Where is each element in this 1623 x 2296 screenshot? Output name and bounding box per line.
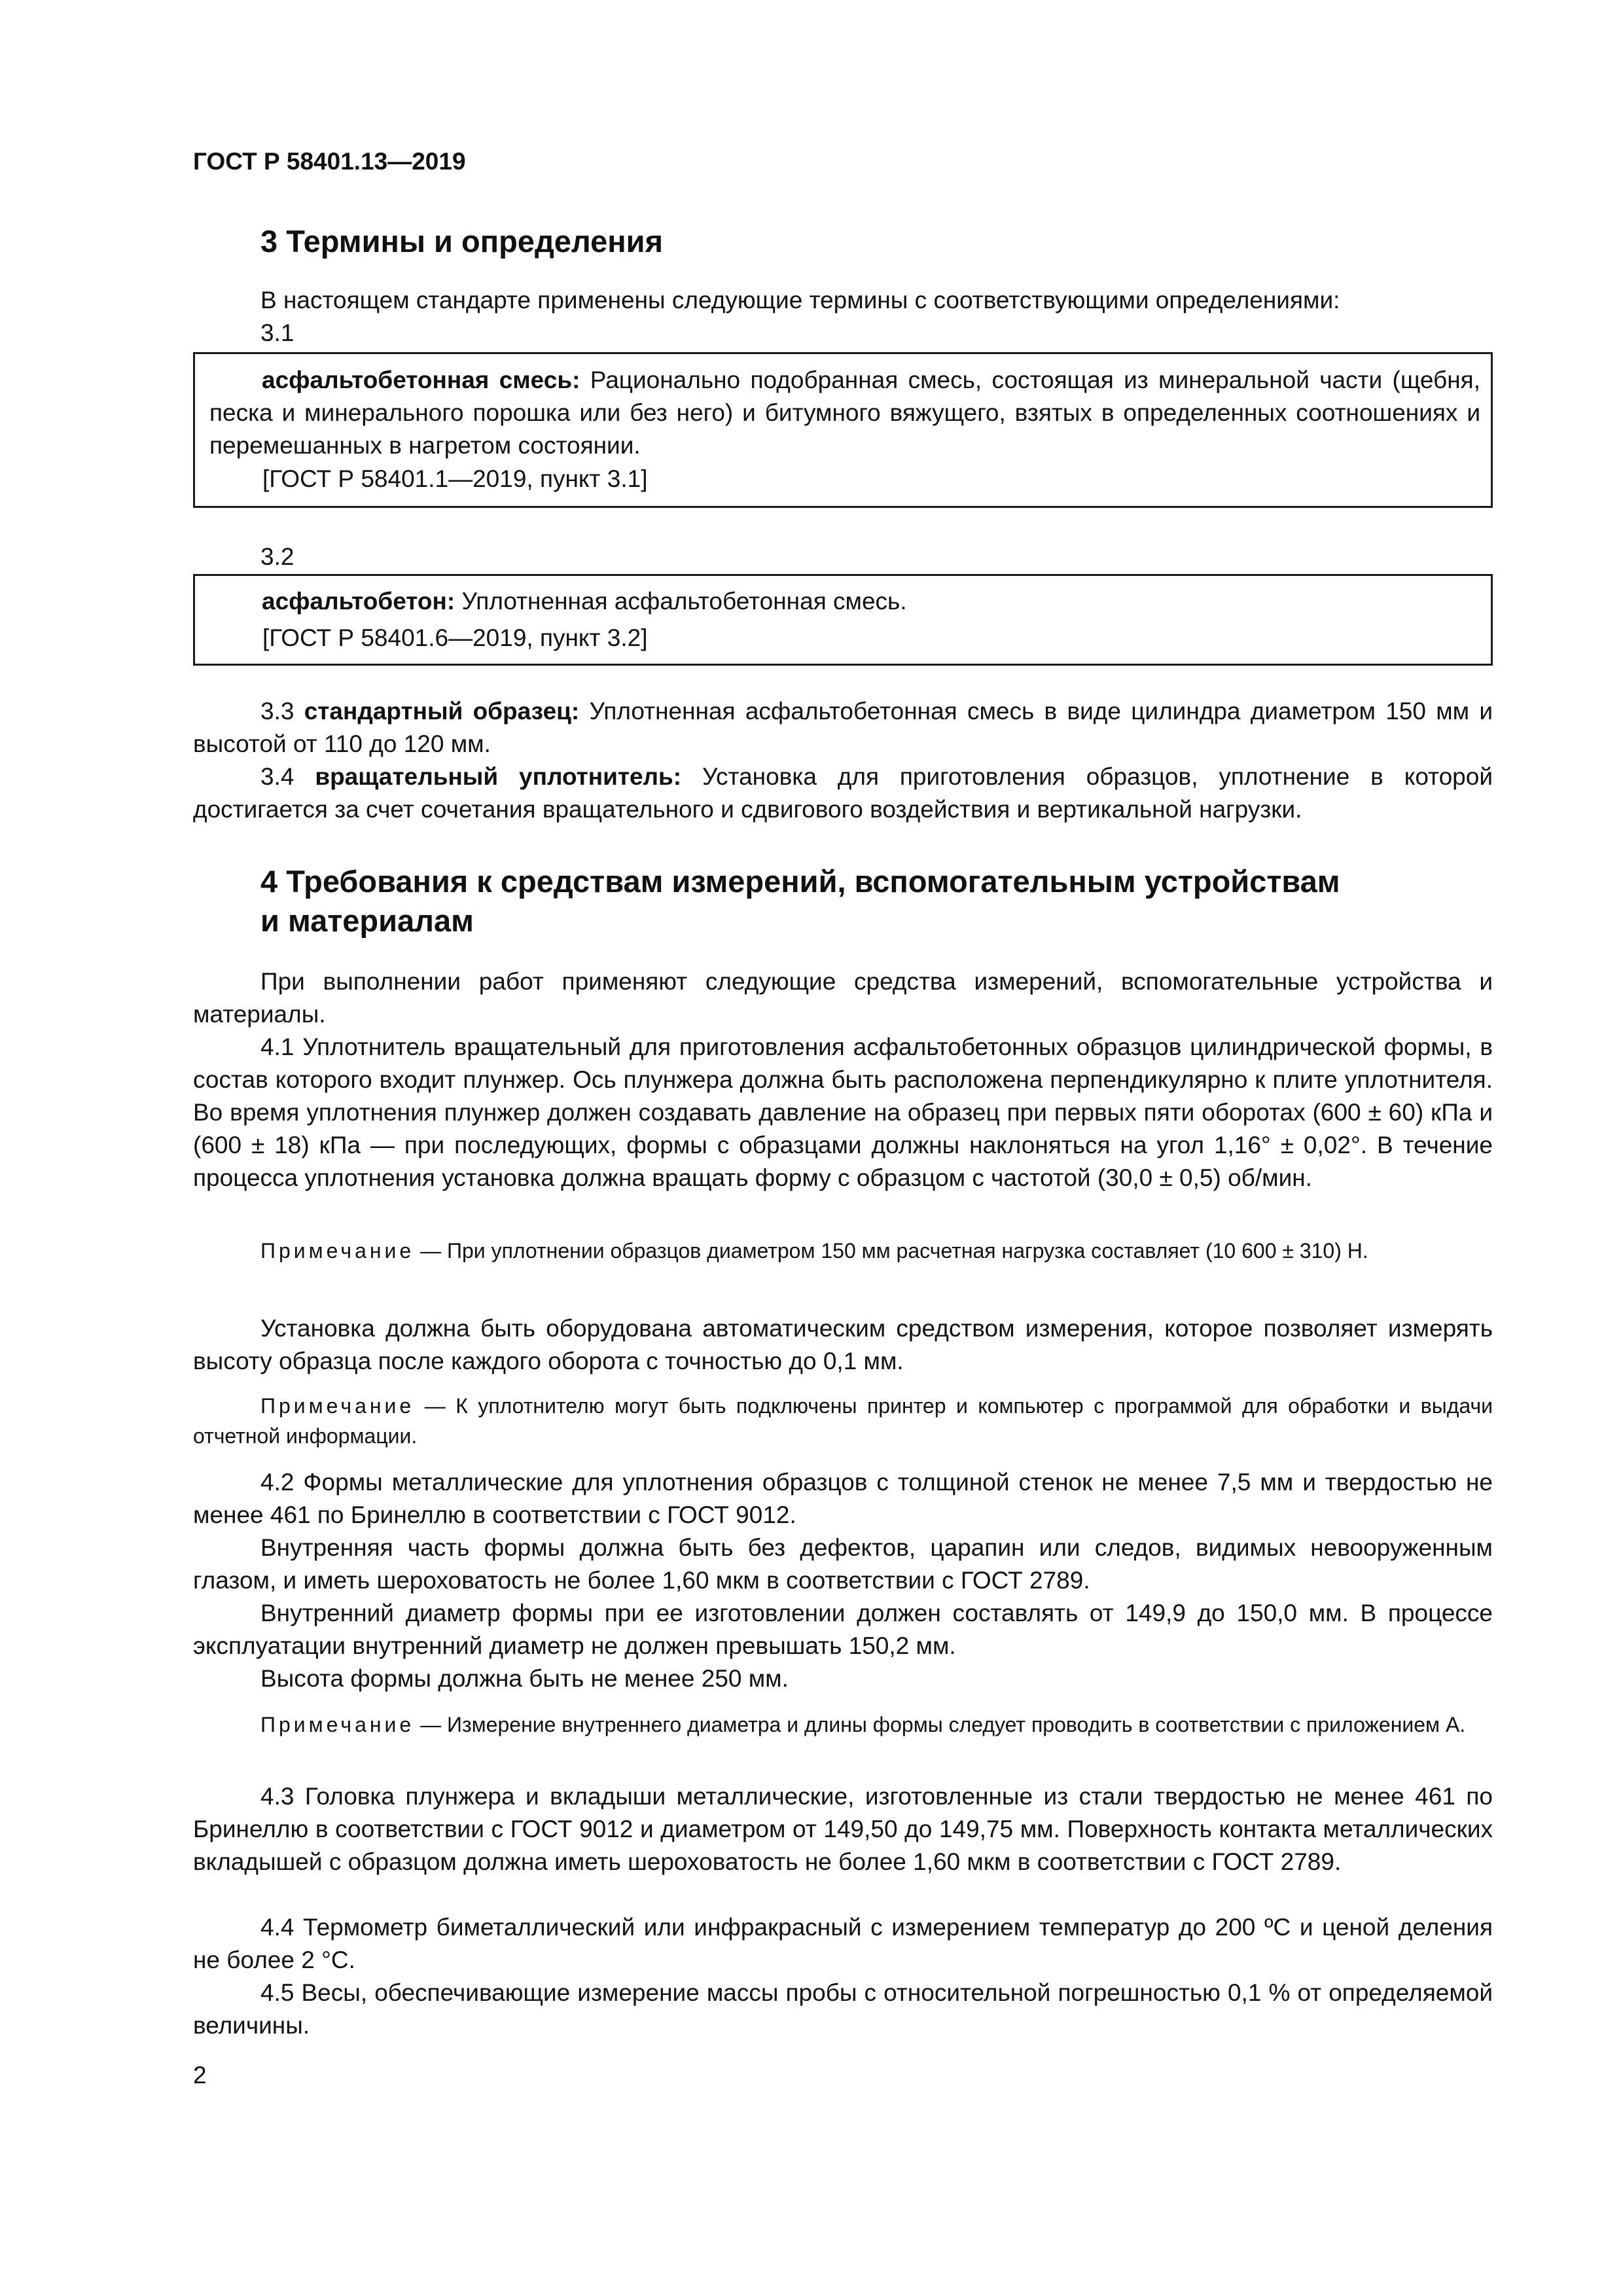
paragraph-4-3-text: 4.3 Головка плунжера и вкладыши металлические, изготовленные из стали твердостью не менее 461 по Бринеллю в соответствии с ГОСТ 9012 и диаметром от 149,50 до 149,75 мм. Поверхность контакта металлических вкладышей с образцом должна иметь шероховатость не более 1,60 мкм в соответствии с ГОСТ 2789. xyxy=(193,1783,1493,1875)
paragraph-4-2-b-text: Внутренняя часть формы должна быть без дефектов, царапин или следов, видимых невооруженным глазом, и иметь шероховатость не более 1,60 мкм в соответствии с ГОСТ 2789. xyxy=(193,1534,1493,1594)
paragraph-4-5-text: 4.5 Весы, обеспечивающие измерение массы пробы с относительной погрешностью 0,1 % от определяемой величины. xyxy=(193,1979,1493,2039)
paragraph-4-3 xyxy=(193,1780,1493,1878)
paragraph-4-4 xyxy=(193,1911,1493,1977)
section-4-title-line2: и материалам xyxy=(260,903,474,938)
standard-code-header: ГОСТ Р 58401.13—2019 xyxy=(193,148,466,175)
term-3-2-number: 3.2 xyxy=(260,543,294,570)
term-3-2-text: Уплотненная асфальтобетонная смесь. xyxy=(455,588,907,615)
paragraph-4-1-b-text: Установка должна быть оборудована автоматическим средством измерения, которое позволяет измерять высоту образца после каждого оборота с точностью до 0,1 мм. xyxy=(193,1315,1493,1374)
page-number: 2 xyxy=(193,2062,207,2089)
note-2-text: — К уплотнителю могут быть подключены принтер и компьютер с программой для обработки и выдачи отчетной информации. xyxy=(193,1394,1493,1448)
note-1-text: — При уплотнении образцов диаметром 150 мм расчетная нагрузка составляет (10 600 ± 310) Н. xyxy=(414,1239,1368,1263)
term-3-4 xyxy=(193,761,1493,826)
paragraph-4-1-b xyxy=(193,1312,1493,1378)
note-1 xyxy=(193,1236,1493,1266)
term-3-2-term: асфальтобетон: xyxy=(262,588,455,615)
section-4-intro-text: При выполнении работ применяют следующие средства измерений, вспомогательные устройства и материалы. xyxy=(193,968,1493,1028)
note-3 xyxy=(193,1710,1493,1740)
term-3-1-reference: [ГОСТ Р 58401.1—2019, пункт 3.1] xyxy=(262,465,648,492)
paragraph-4-5 xyxy=(193,1977,1493,2042)
term-3-4-number: 3.4 xyxy=(260,763,315,790)
term-3-1-text: Рационально подобранная смесь, состоящая из минеральной части (щебня, песка и минерального порошка или без него) и битумного вяжущего, взятых в определенных соотношениях и перемешанных в нагретом состоянии. xyxy=(209,367,1480,459)
term-3-1-term: асфальтобетонная смесь: xyxy=(262,367,580,393)
paragraph-4-2-c xyxy=(193,1597,1493,1662)
term-3-2-box xyxy=(193,574,1493,666)
note-2-label: Примечание xyxy=(260,1394,415,1418)
section-4-title-line1: 4 Требования к средствам измерений, вспомогательным устройствам xyxy=(260,864,1340,899)
section-3-title: 3 Термины и определения xyxy=(260,224,663,259)
term-3-4-text: Установка для приготовления образцов, уплотнение в которой достигается за счет сочетания вращательного и сдвигового воздействия и вертикальной нагрузки. xyxy=(193,763,1493,823)
term-3-3-text: Уплотненная асфальтобетонная смесь в виде цилиндра диаметром 150 мм и высотой от 110 до 120 мм. xyxy=(193,698,1493,757)
paragraph-4-2-d xyxy=(193,1662,1493,1695)
paragraph-4-1-text: 4.1 Уплотнитель вращательный для приготовления асфальтобетонных образцов цилиндрической формы, в состав которого входит плунжер. Ось плунжера должна быть расположена перпендикулярно к плите уплотнителя. Во время уплотнения плунжер должен создавать давление на образец при первых пяти оборотах (600 ± 60) кПа и (600 ± 18) кПа — при последующих, формы с образцами должны наклоняться на угол 1,16° ± 0,02°. В течение процесса уплотнения установка должна вращать форму с образцом с частотой (30,0 ± 0,5) об/мин. xyxy=(193,1033,1493,1191)
term-3-1-number: 3.1 xyxy=(260,319,294,346)
note-1-label: Примечание xyxy=(260,1239,415,1263)
term-3-1-definition xyxy=(209,364,1480,462)
term-3-3-number: 3.3 xyxy=(260,698,304,725)
term-3-4-term: вращательный уплотнитель: xyxy=(315,763,682,790)
term-3-2-reference: [ГОСТ Р 58401.6—2019, пункт 3.2] xyxy=(262,624,648,651)
paragraph-4-1 xyxy=(193,1031,1493,1194)
term-3-3 xyxy=(193,695,1493,761)
paragraph-4-2-text: 4.2 Формы металлические для уплотнения образцов с толщиной стенок не менее 7,5 мм и твердостью не менее 461 по Бринеллю в соответствии с ГОСТ 9012. xyxy=(193,1469,1493,1528)
paragraph-4-2-d-text: Высота формы должна быть не менее 250 мм. xyxy=(260,1665,789,1692)
term-3-1-box xyxy=(193,352,1493,508)
paragraph-4-2 xyxy=(193,1466,1493,1532)
paragraph-4-4-text: 4.4 Термометр биметаллический или инфракрасный с измерением температур до 200 ºС и ценой деления не более 2 °С. xyxy=(193,1914,1493,1973)
term-3-2-definition xyxy=(209,585,1480,618)
section-4-intro xyxy=(193,965,1493,1031)
note-3-text: — Измерение внутреннего диаметра и длины формы следует проводить в соответствии с приложением А. xyxy=(414,1713,1466,1736)
paragraph-4-2-b xyxy=(193,1532,1493,1597)
note-2 xyxy=(193,1391,1493,1451)
term-3-3-term: стандартный образец: xyxy=(304,698,580,725)
paragraph-4-2-c-text: Внутренний диаметр формы при ее изготовлении должен составлять от 149,9 до 150,0 мм. В процессе эксплуатации внутренний диаметр не должен превышать 150,2 мм. xyxy=(193,1600,1493,1659)
section-3-intro: В настоящем стандарте применены следующие термины с соответствующими определениями: xyxy=(260,287,1340,314)
note-3-label: Примечание xyxy=(260,1713,415,1736)
